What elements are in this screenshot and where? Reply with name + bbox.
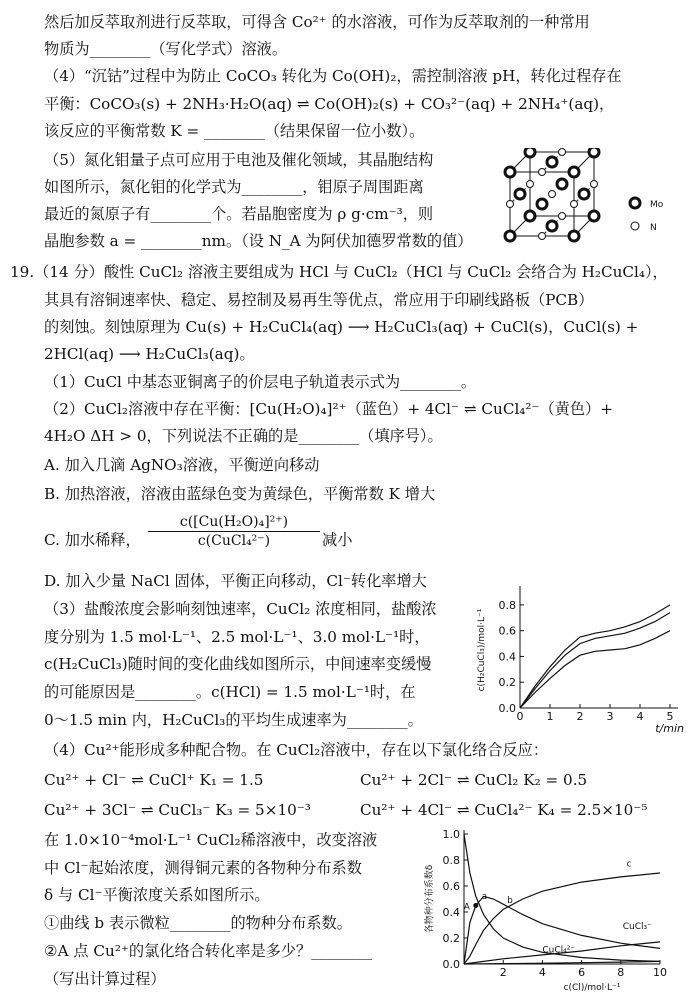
- x-tick-label: 3: [606, 710, 614, 723]
- mo-atom: [525, 148, 535, 157]
- x-tick-label: 5: [666, 710, 674, 723]
- point-a-label: A: [463, 902, 470, 913]
- x-tick-label: 0: [516, 710, 524, 723]
- text-line: 平衡：CoCO₃(s) + 2NH₃·H₂O(aq) ⇌ Co(OH)₂(s) + CO₃²⁻(aq) + 2NH₄⁺(aq)，: [44, 95, 615, 113]
- mo-atom: [505, 167, 515, 177]
- text-line: 然后加反萃取剂进行反萃取，可得含 Co²⁺ 的水溶液，可作为反萃取剂的一种常用: [44, 13, 590, 31]
- x-axis-label: c(Cl)/mol·L⁻¹: [563, 983, 621, 993]
- y-tick-label: 0.8: [498, 598, 516, 612]
- y-tick-label: 0.2: [498, 676, 516, 690]
- text-line: 该反应的平衡常数 K = ________（结果保留一位小数）。: [44, 122, 425, 140]
- text-line: （2）CuCl₂溶液中存在平衡：[Cu(H₂O)₄]²⁺（蓝色）+ 4Cl⁻ ⇌ CuCl₄²⁻（黄色）+: [44, 400, 613, 418]
- equation-k3: Cu²⁺ + 3Cl⁻ ⇌ CuCl₃⁻ K₃ = 5×10⁻³: [44, 801, 311, 819]
- mo-atom: [589, 148, 599, 157]
- mo-atom: [579, 189, 589, 199]
- x-tick-label: 6: [578, 966, 586, 979]
- y-axis-label: c(H₂CuCl₃)/mol·L⁻¹: [477, 608, 487, 692]
- mo-atom: [537, 199, 547, 209]
- mo-atom: [589, 211, 599, 221]
- mo-atom: [525, 211, 535, 221]
- text-line: 的刻蚀。刻蚀原理为 Cu(s) + H₂CuCl₄(aq) ⟶ H₂CuCl₃(aq) + CuCl(s)，CuCl(s) +: [44, 318, 639, 336]
- x-tick-label: 8: [617, 966, 625, 979]
- y-tick-label: 0.0: [442, 958, 460, 971]
- text-line: 最近的氮原子有________个。若晶胞密度为 ρ g·cm⁻³，则: [44, 205, 434, 223]
- y-tick-label: 0.0: [498, 702, 516, 715]
- series-line: [464, 834, 660, 961]
- series-label: a: [481, 892, 488, 902]
- n-atom: [591, 181, 598, 188]
- x-tick-label: 4: [538, 966, 546, 979]
- text-line: δ 与 Cl⁻平衡浓度关系如图所示。: [44, 886, 270, 904]
- x-tick-label: 2: [499, 966, 507, 979]
- mo-atom: [547, 157, 557, 167]
- y-tick-label: 0.8: [442, 854, 460, 867]
- option-c-prefix: C. 加水稀释，: [44, 531, 141, 549]
- text-line: （4）Cu²⁺能形成多种配合物。在 CuCl₂溶液中，存在以下氯化络合反应：: [44, 741, 549, 759]
- n-atom: [527, 181, 534, 188]
- distribution-coefficient-chart: [420, 822, 688, 1002]
- text-line: 物质为________（写化学式）溶液。: [44, 40, 287, 58]
- text-line: 在 1.0×10⁻⁴mol·L⁻¹ CuCl₂稀溶液中，改变溶液: [44, 831, 378, 849]
- series-line: [520, 605, 670, 708]
- crystal-cell-figure: [500, 148, 690, 256]
- series-label: CuCl₄²⁻: [542, 945, 576, 956]
- n-atom: [549, 191, 556, 198]
- x-axis-label: t/min: [655, 722, 684, 735]
- option-c-suffix: 减小: [322, 531, 353, 549]
- y-axis-label: 各物种分布系数δ: [425, 864, 435, 934]
- mo-atom: [515, 189, 525, 199]
- n-atom: [539, 169, 546, 176]
- text-line: ①曲线 b 表示微粒________的物种分布系数。: [44, 914, 352, 932]
- mo-atom: [569, 167, 579, 177]
- text-line: （5）氮化钼量子点可应用于电池及催化领域，其晶胞结构: [44, 151, 434, 169]
- x-tick-label: 10: [653, 966, 667, 979]
- n-legend-label: N: [650, 223, 657, 233]
- text-line: 的可能原因是________。c(HCl) = 1.5 mol·L⁻¹时，在: [44, 683, 416, 701]
- text-line: ②A 点 Cu²⁺的氯化络合转化率是多少？________: [44, 942, 372, 960]
- text-line: 2HCl(aq) ⟶ H₂CuCl₃(aq)。: [44, 345, 255, 363]
- y-tick-label: 0.6: [498, 624, 516, 638]
- mo-atom: [569, 231, 579, 241]
- n-atom: [571, 201, 578, 208]
- text-line: （写出计算过程）: [44, 970, 166, 988]
- x-tick-label: 4: [636, 710, 644, 723]
- n-legend-icon: [631, 222, 639, 230]
- text-line: 晶胞参数 a = ________nm。（设 N_A 为阿伏加德罗常数的值）: [44, 232, 473, 250]
- option-c-fraction: [148, 514, 320, 549]
- series-label: CuCl₃⁻: [622, 921, 652, 932]
- concentration-time-chart: [472, 580, 687, 760]
- x-tick-label: 2: [576, 710, 584, 723]
- n-atom: [559, 213, 566, 220]
- text-line: 度分别为 1.5 mol·L⁻¹、2.5 mol·L⁻¹、3.0 mol·L⁻¹时，: [44, 628, 430, 646]
- mo-legend-icon: [630, 198, 640, 208]
- text-line: 中 Cl⁻起始浓度，测得铜元素的各物种分布系数: [44, 859, 362, 877]
- text-line: （4）“沉钴”过程中为防止 CoCO₃ 转化为 Co(OH)₂，需控制溶液 pH，转化过程存在: [44, 67, 622, 85]
- equation-k1: Cu²⁺ + Cl⁻ ⇌ CuCl⁺ K₁ = 1.5: [44, 771, 264, 789]
- series-line: [520, 631, 670, 708]
- n-atom: [507, 201, 514, 208]
- option-d: D. 加入少量 NaCl 固体，平衡正向移动，Cl⁻转化率增大: [44, 572, 427, 590]
- y-tick-label: 0.4: [498, 650, 516, 664]
- option-b: B. 加热溶液，溶液由蓝绿色变为黄绿色，平衡常数 K 增大: [44, 485, 436, 503]
- mo-legend-label: Mo: [650, 200, 664, 210]
- point-a-marker: [473, 903, 478, 908]
- y-tick-label: 0.4: [442, 906, 460, 919]
- fraction-numerator: c([Cu(H₂O)₄]²⁺): [179, 514, 289, 530]
- text-line: c(H₂CuCl₃)随时间的变化曲线如图所示，中间速率变缓慢: [44, 655, 432, 673]
- mo-atom: [557, 179, 567, 189]
- y-tick-label: 0.2: [442, 932, 460, 945]
- fraction-denominator: c(CuCl₄²⁻): [197, 533, 271, 549]
- text-line: （3）盐酸浓度会影响刻蚀速率，CuCl₂ 浓度相同，盐酸浓: [44, 600, 437, 618]
- x-tick-label: 1: [546, 710, 554, 723]
- text-line: （1）CuCl 中基态亚铜离子的价层电子轨道表示式为________。: [44, 373, 477, 391]
- series-label: c: [626, 859, 632, 870]
- series-label: b: [507, 895, 513, 906]
- equation-k4: Cu²⁺ + 4Cl⁻ ⇌ CuCl₄²⁻ K₄ = 2.5×10⁻⁵: [360, 801, 648, 819]
- option-a: A. 加入几滴 AgNO₃溶液，平衡逆向移动: [44, 456, 320, 474]
- text-line: 0～1.5 min 内，H₂CuCl₃的平均生成速率为________。: [44, 711, 423, 729]
- n-atom: [559, 149, 566, 156]
- mo-atom: [547, 221, 557, 231]
- text-line: 其具有溶铜速率快、稳定、易控制及易再生等优点，常应用于印刷线路板（PCB）: [44, 291, 594, 309]
- y-tick-label: 0.6: [442, 880, 460, 893]
- y-tick-label: 1.0: [442, 828, 460, 841]
- text-line: 4H₂O ΔH > 0，下列说法不正确的是________（填序号）。: [44, 427, 443, 445]
- question-19-heading: 19.（14 分）酸性 CuCl₂ 溶液主要组成为 HCl 与 CuCl₂（HCl 与 CuCl₂ 会络合为 H₂CuCl₄），: [10, 263, 668, 281]
- mo-atom: [505, 231, 515, 241]
- equation-k2: Cu²⁺ + 2Cl⁻ ⇌ CuCl₂ K₂ = 0.5: [360, 771, 588, 789]
- text-line: 如图所示，氮化钼的化学式为________，钼原子周围距离: [44, 178, 424, 196]
- n-atom: [539, 233, 546, 240]
- series-line: [520, 613, 670, 708]
